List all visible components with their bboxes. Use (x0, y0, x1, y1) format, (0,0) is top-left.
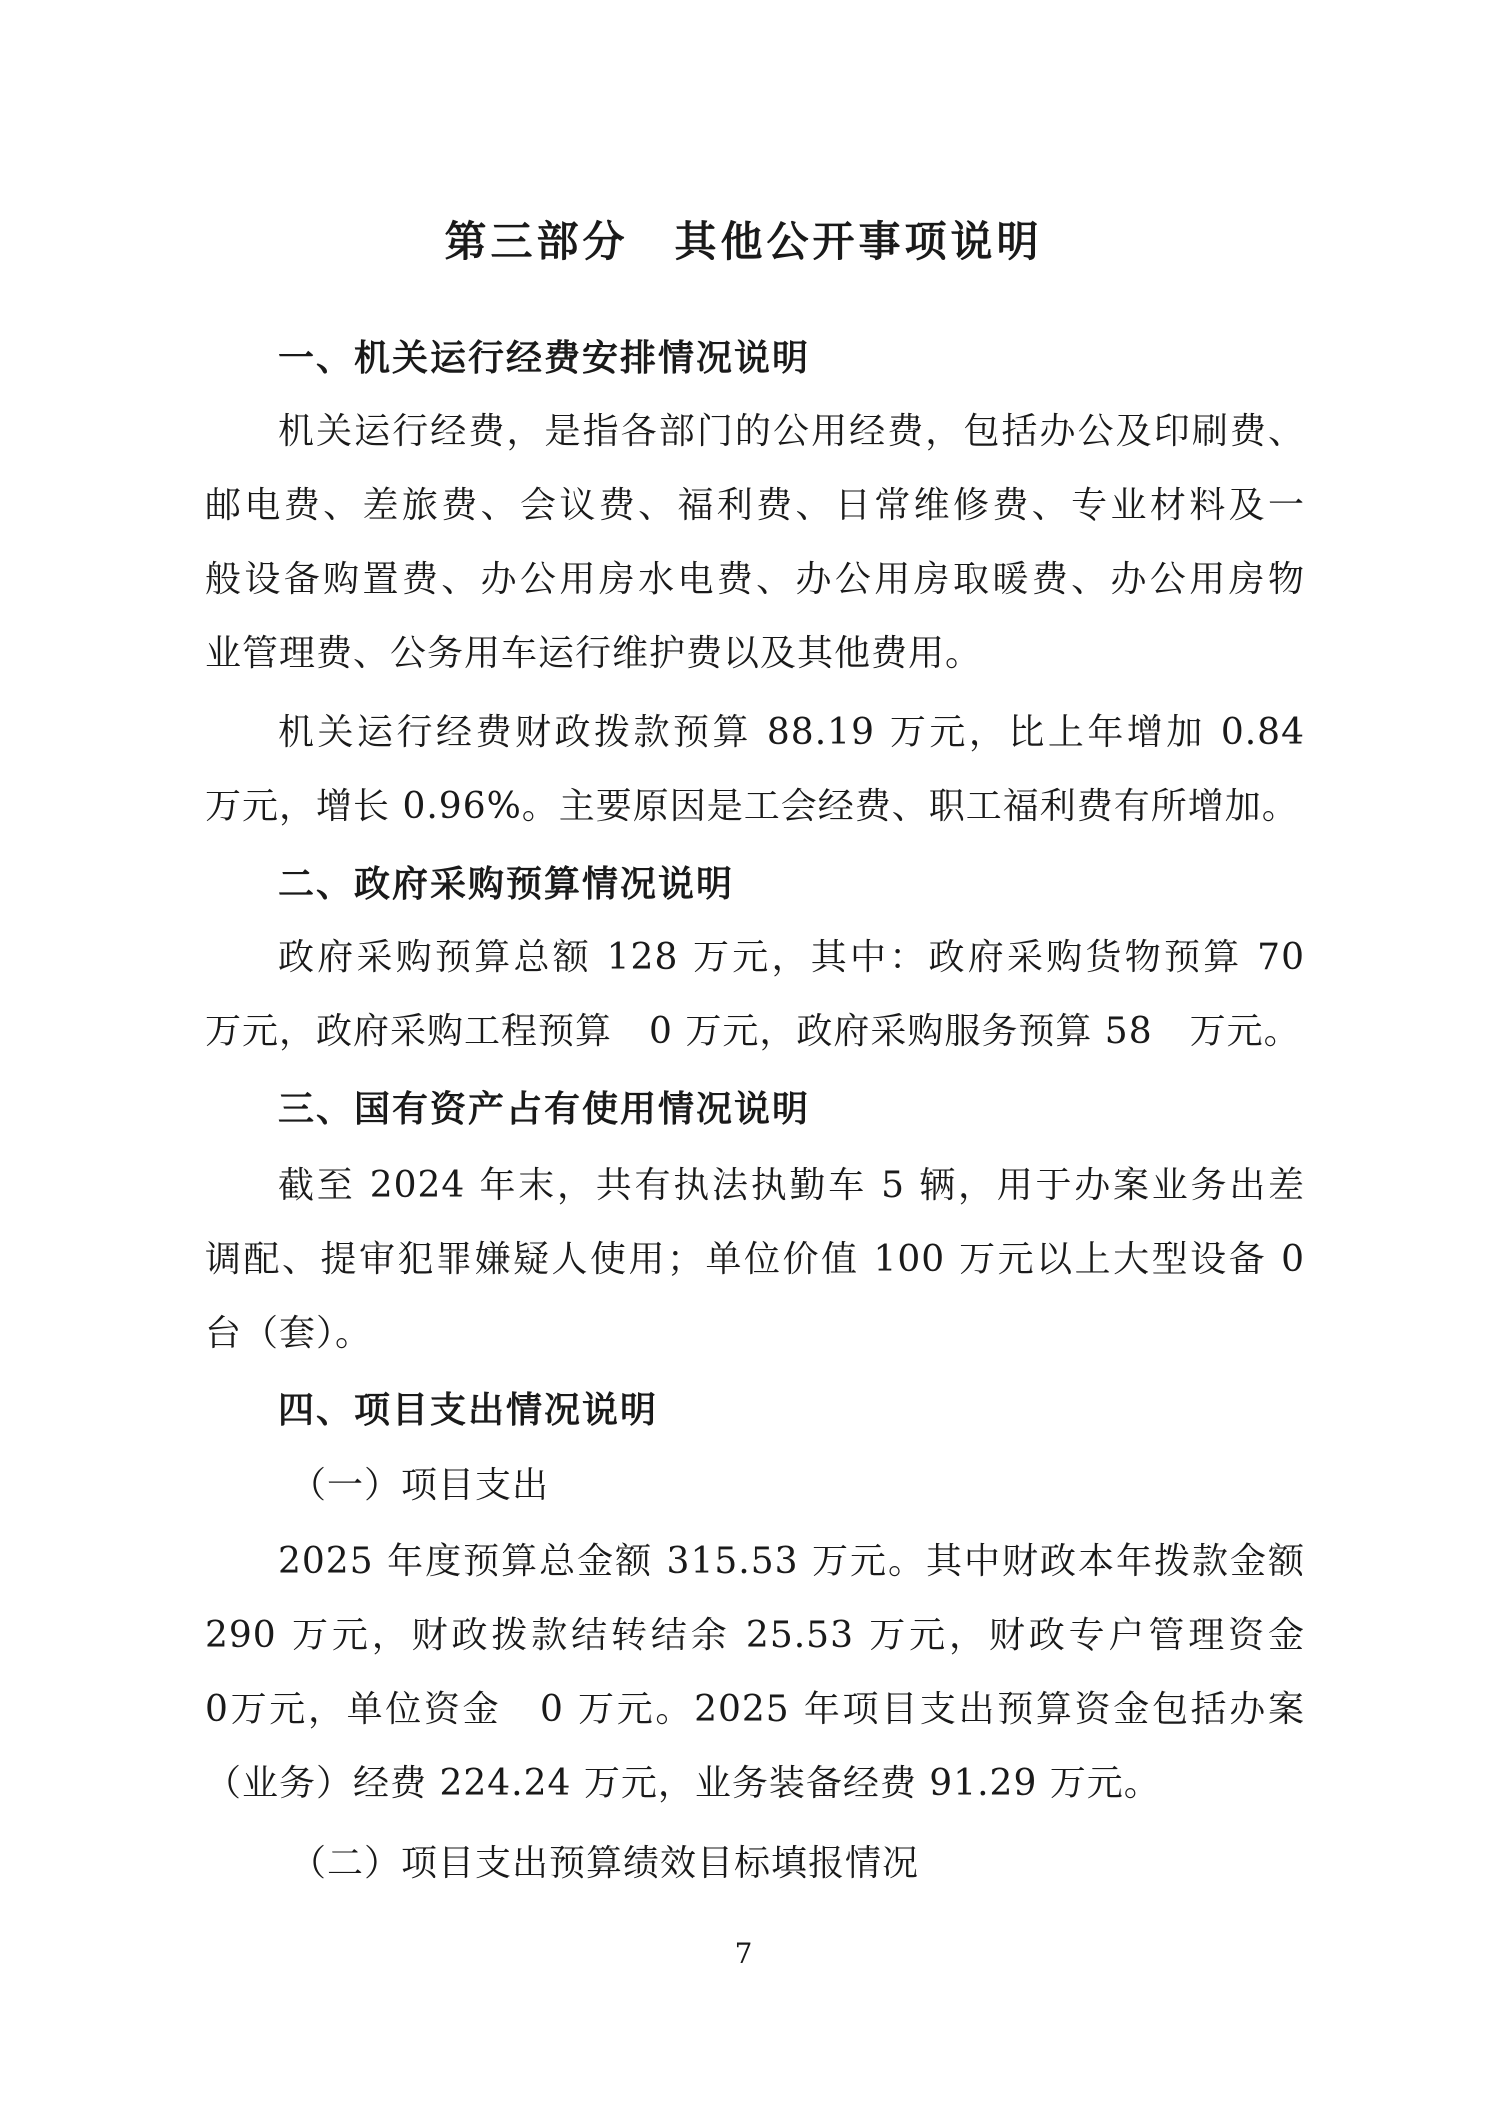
paragraph-line: 机关运行经费，是指各部门的公用经费，包括办公及印刷费、 (278, 411, 1305, 452)
section-heading-4: 四、项目支出情况说明 (278, 1389, 659, 1431)
paragraph-line: 万元，政府采购工程预算 0 万元，政府采购服务预算 58 万元。 (205, 1011, 1301, 1052)
paragraph-line: 截至 2024 年末，共有执法执勤车 5 辆，用于办案业务出差 (278, 1165, 1305, 1206)
section-heading-2: 二、政府采购预算情况说明 (278, 863, 735, 905)
section-heading-3: 三、国有资产占有使用情况说明 (278, 1088, 811, 1130)
paragraph-line: 290 万元，财政拨款结转结余 25.53 万元，财政专户管理资金 (205, 1615, 1305, 1656)
paragraph-line: 2025 年度预算总金额 315.53 万元。其中财政本年拨款金额 (278, 1541, 1305, 1582)
paragraph-line: 般设备购置费、办公用房水电费、办公用房取暖费、办公用房物 (205, 559, 1305, 600)
paragraph-line: 政府采购预算总额 128 万元，其中：政府采购货物预算 70 (278, 937, 1305, 978)
paragraph-line: 机关运行经费财政拨款预算 88.19 万元，比上年增加 0.84 (278, 712, 1305, 753)
subsection-heading-2: （二）项目支出预算绩效目标填报情况 (290, 1843, 920, 1884)
paragraph-line: 调配、提审犯罪嫌疑人使用；单位价值 100 万元以上大型设备 0 (205, 1239, 1305, 1280)
paragraph-line: 邮电费、差旅费、会议费、福利费、日常维修费、专业材料及一 (205, 485, 1305, 526)
page-number: 7 (734, 1937, 753, 1970)
paragraph-line: 业管理费、公务用车运行维护费以及其他费用。 (205, 633, 983, 674)
paragraph-line: （业务）经费 224.24 万元，业务装备经费 91.29 万元。 (205, 1763, 1161, 1804)
section-heading-1: 一、机关运行经费安排情况说明 (278, 337, 811, 379)
document-title: 第三部分 其他公开事项说明 (444, 217, 1043, 266)
paragraph-line: 0万元，单位资金 0 万元。2025 年项目支出预算资金包括办案 (205, 1689, 1305, 1730)
paragraph-line: 台（套）。 (205, 1313, 373, 1354)
subsection-heading-1: （一）项目支出 (290, 1465, 550, 1506)
paragraph-line: 万元，增长 0.96%。主要原因是工会经费、职工福利费有所增加。 (205, 786, 1299, 827)
